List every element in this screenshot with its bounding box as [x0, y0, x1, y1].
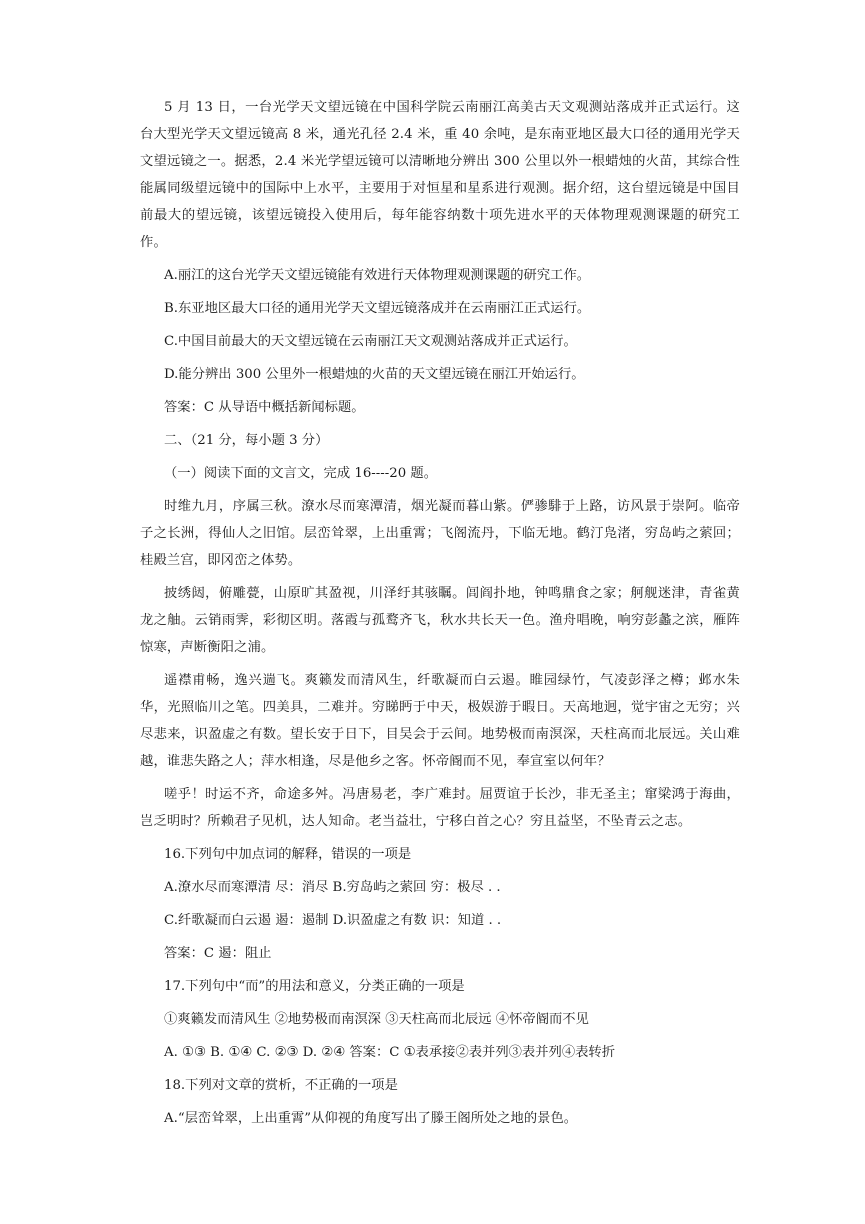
passage-paragraph-3: 遥襟甫畅，逸兴遄飞。爽籁发而清风生，纤歌凝而白云遏。睢园绿竹，气凌彭泽之樽；邺水朱华，光照临川之笔。四美具，二难并。穷睇眄于中天，极娱游于暇日。天高地迥，觉宇宙之无穷；兴尽悲来，识盈虚之有数。望长安于日下，目吴会于云间。地势极而南溟深，天柱高而北辰远。关山难越，谁悲失路之人；萍水相逢，尽是他乡之客。怀帝阍而不见，奉宣室以何年？	[140, 673, 740, 769]
q15-option-c: C.中国目前最大的天文望远镜在云南丽江天文观测站落成并正式运行。	[164, 334, 577, 349]
q18-stem: 18.下列对文章的赏析，不正确的一项是	[164, 1078, 398, 1093]
q15-option-a: A.丽江的这台光学天文望远镜能有效进行天体物理观测课题的研究工作。	[164, 268, 591, 283]
news-intro-paragraph: 5 月 13 日，一台光学天文望远镜在中国科学院云南丽江高美古天文观测站落成并正式运行。这台大型光学天文望远镜高 8 米，通光孔径 2.4 米，重 40 余吨，是东南亚地区最大口径的通用光学天文望远镜之一。据悉，2.4 米光学望远镜可以清晰地分辨出 300 公里以外一根蜡烛的火苗，其综合性能属同级望远镜中的国际中上水平，主要用于对恒星和星系进行观测。据介绍，这台望远镜是中国目前最大的望远镜，该望远镜投入使用后，每年能容纳数十项先进水平的天体物理观测课题的研究工作。	[140, 100, 740, 250]
q16-answer: 答案：C 遏：阻止	[164, 946, 272, 961]
q16-stem: 16.下列句中加点词的解释，错误的一项是	[164, 847, 412, 862]
q15-answer: 答案：C 从导语中概括新闻标题。	[164, 400, 365, 415]
passage-paragraph-2: 披绣闼，俯雕甍，山原旷其盈视，川泽纡其骇瞩。闾阎扑地，钟鸣鼎食之家；舸舰迷津，青雀黄龙之舳。云销雨霁，彩彻区明。落霞与孤鹜齐飞，秋水共长天一色。渔舟唱晚，响穷彭蠡之滨，雁阵惊寒，声断衡阳之浦。	[140, 586, 740, 655]
section-2-heading: 二、（21 分，每小题 3 分）	[164, 433, 329, 448]
q17-items: ①爽籁发而清风生 ②地势极而南溟深 ③天柱高而北辰远 ④怀帝阍而不见	[164, 1012, 589, 1027]
passage-paragraph-1: 时维九月，序属三秋。潦水尽而寒潭清，烟光凝而暮山紫。俨骖騑于上路，访风景于崇阿。临帝子之长洲，得仙人之旧馆。层峦耸翠，上出重霄；飞阁流丹，下临无地。鹤汀凫渚，穷岛屿之萦回；桂殿兰宫，即冈峦之体势。	[140, 499, 740, 568]
q17-stem: 17.下列句中“而”的用法和意义，分类正确的一项是	[164, 979, 465, 994]
q16-options-cd: C.纤歌凝而白云遏 遏：遏制 D.识盈虚之有数 识：知道 . .	[164, 913, 502, 928]
q18-option-a: A.“层峦耸翠，上出重霄”从仰视的角度写出了滕王阁所处之地的景色。	[164, 1111, 578, 1126]
passage-paragraph-4: 嗟乎！时运不齐，命途多舛。冯唐易老，李广难封。屈贾谊于长沙，非无圣主；窜梁鸿于海曲，岂乏明时？所赖君子见机，达人知命。老当益壮，宁移白首之心？穷且益坚，不坠青云之志。	[140, 787, 740, 829]
reading-instruction: （一）阅读下面的文言文，完成 16----20 题。	[164, 466, 438, 481]
q15-option-d: D.能分辨出 300 公里外一根蜡烛的火苗的天文望远镜在丽江开始运行。	[164, 367, 585, 382]
q17-options-answer: A. ①③ B. ①④ C. ②③ D. ②④ 答案：C ①表承接②表并列③表并列④表转折	[164, 1045, 616, 1060]
q15-option-b: B.东亚地区最大口径的通用光学天文望远镜落成并在云南丽江正式运行。	[164, 301, 591, 316]
document-body	[140, 94, 740, 1138]
q16-options-ab: A.潦水尽而寒潭清 尽：消尽 B.穷岛屿之萦回 穷：极尽 . .	[164, 880, 501, 895]
